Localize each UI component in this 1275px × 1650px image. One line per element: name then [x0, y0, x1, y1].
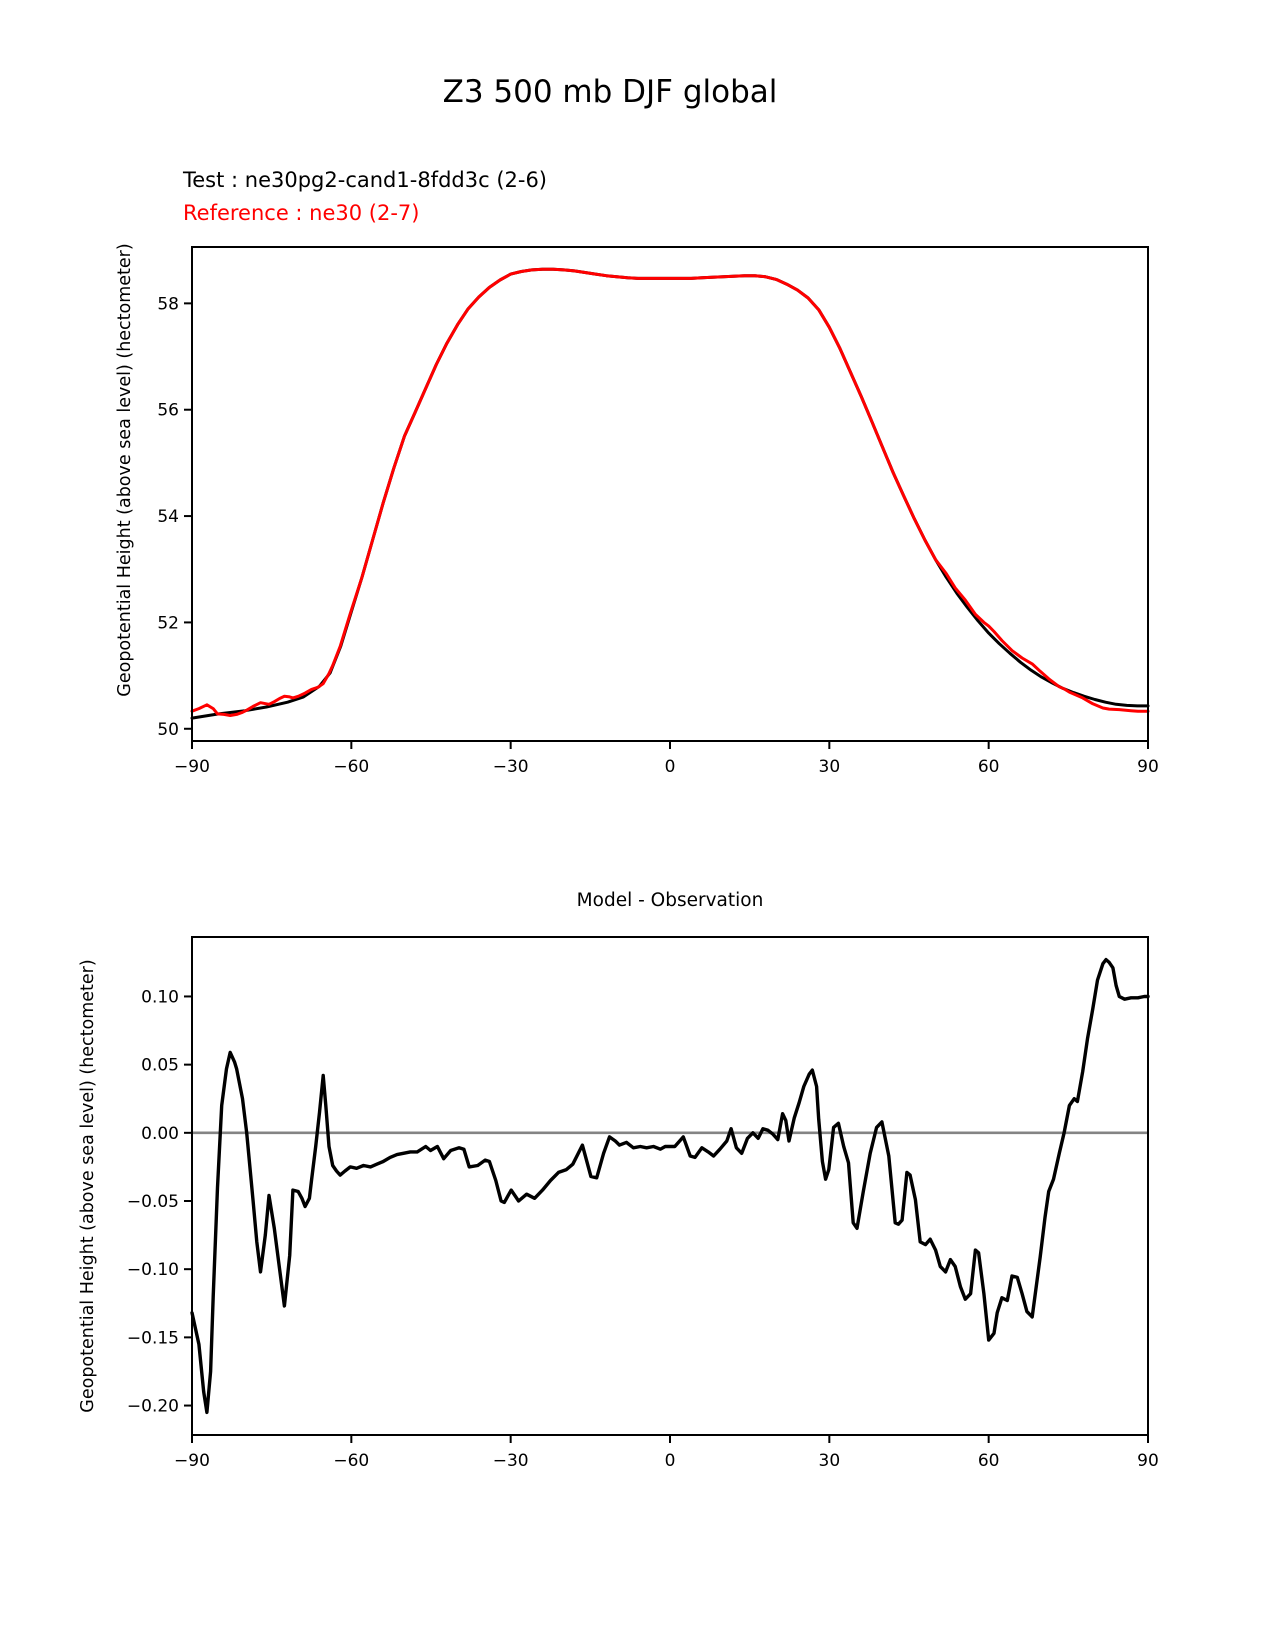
top-y-axis-label: Geopotential Height (above sea level) (hectometer)	[115, 243, 135, 697]
y-tick-label: 0.10	[141, 987, 179, 1008]
plot-1-frame	[192, 937, 1148, 1435]
y-tick-label: −0.20	[126, 1396, 179, 1417]
x-tick-label: −60	[333, 1451, 370, 1471]
y-tick-label: −0.10	[126, 1260, 179, 1281]
figure-title: Z3 500 mb DJF global	[442, 74, 778, 110]
plot-0-series-0-line	[192, 269, 1148, 718]
bottom-plot-title: Model - Observation	[576, 890, 764, 911]
y-tick-label: 0.05	[141, 1055, 179, 1076]
x-tick-label: 0	[664, 757, 676, 777]
legend	[183, 164, 547, 230]
y-tick-label: 56	[157, 400, 179, 421]
y-tick-label: 58	[157, 294, 179, 315]
x-tick-label: −90	[174, 757, 210, 777]
y-tick-label: 52	[157, 613, 179, 634]
x-tick-label: 90	[1137, 1451, 1159, 1471]
x-tick-label: 30	[818, 1451, 841, 1471]
y-tick-label: 50	[157, 719, 179, 740]
y-tick-label: 0.00	[141, 1123, 179, 1144]
plot-0-frame	[192, 247, 1148, 741]
x-tick-label: −90	[174, 1451, 210, 1471]
x-tick-label: 0	[664, 1451, 676, 1471]
plot-1-series-0-line	[192, 960, 1148, 1413]
x-tick-label: −60	[333, 757, 370, 777]
x-tick-label: 60	[977, 1451, 1000, 1471]
x-tick-label: 60	[977, 757, 1000, 777]
legend-reference-label: Reference : ne30 (2-7)	[183, 201, 420, 225]
bottom-y-axis-label: Geopotential Height (above sea level) (hectometer)	[78, 959, 98, 1413]
x-tick-label: −30	[492, 1451, 529, 1471]
y-tick-label: −0.05	[126, 1192, 179, 1212]
x-tick-label: 90	[1137, 757, 1159, 777]
x-tick-label: −30	[492, 757, 529, 777]
y-tick-label: −0.15	[126, 1328, 179, 1349]
legend-test-label: Test : ne30pg2-cand1-8fdd3c (2-6)	[183, 168, 548, 192]
x-tick-label: 30	[818, 757, 841, 777]
y-tick-label: 54	[157, 507, 179, 528]
